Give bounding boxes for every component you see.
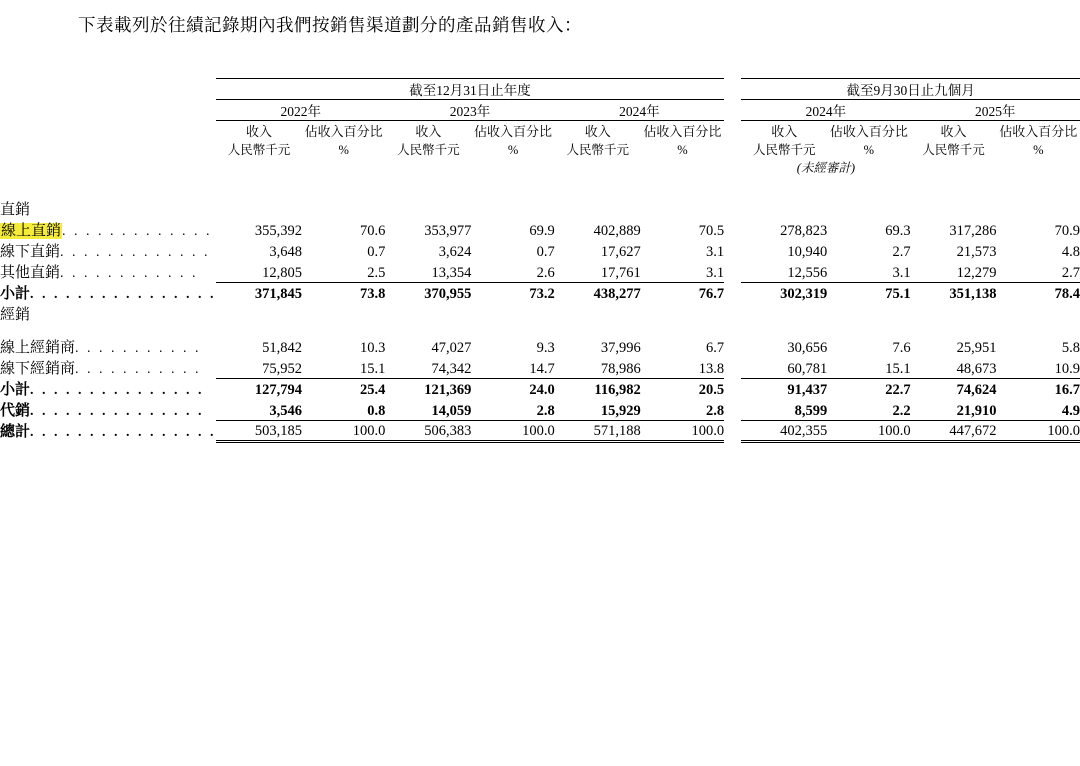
cell-value: 16.7 bbox=[1054, 382, 1080, 398]
cell-value: 15,929 bbox=[555, 399, 641, 420]
leader-dots: . . . . . . . . . . . . . bbox=[62, 224, 213, 239]
cell-value: 30,656 bbox=[787, 340, 828, 356]
header-subcol-row bbox=[0, 121, 1080, 140]
cell-value: 78.4 bbox=[1054, 286, 1080, 302]
row-label-text: 線下經銷商 bbox=[0, 361, 76, 377]
header-col-revenue-5: 收入 bbox=[940, 124, 967, 139]
cell-value: 78,986 bbox=[555, 357, 641, 378]
header-unit-currency-4: 人民幣千元 bbox=[752, 143, 816, 157]
cell-value: 74,342 bbox=[385, 357, 471, 378]
row-label-offline-distributor bbox=[0, 357, 216, 378]
table-row-consignment bbox=[0, 399, 1080, 420]
cell-value: 70.9 bbox=[1054, 223, 1080, 239]
row-label-text: 小計 bbox=[0, 286, 31, 302]
header-year-4: 2024年 bbox=[805, 104, 847, 119]
cell-value: 302,319 bbox=[780, 286, 828, 302]
section-header-distribution bbox=[0, 303, 1080, 324]
cell-value: 0.8 bbox=[302, 399, 385, 420]
cell-value: 60,781 bbox=[741, 357, 827, 378]
cell-value: 75,952 bbox=[216, 357, 302, 378]
table-row bbox=[0, 261, 1080, 282]
cell-value: 17,761 bbox=[555, 261, 641, 282]
cell-value: 91,437 bbox=[787, 382, 828, 398]
cell-value: 15.1 bbox=[827, 357, 910, 378]
row-label-text: 總計 bbox=[0, 424, 31, 440]
cell-value: 12,556 bbox=[741, 261, 827, 282]
header-unit-currency-2: 人民幣千元 bbox=[397, 143, 460, 157]
header-col-percent-3: 佔收入百分比 bbox=[643, 124, 722, 139]
table-row bbox=[0, 219, 1080, 240]
cell-value: 15.1 bbox=[302, 357, 385, 378]
header-group-row bbox=[0, 79, 1080, 99]
cell-value: 3.1 bbox=[705, 244, 725, 260]
header-unaudited-note: (未經審計) bbox=[796, 161, 856, 175]
header-unit-percent-5: % bbox=[1033, 143, 1044, 157]
row-label-online-direct bbox=[0, 219, 216, 240]
cell-value: 69.3 bbox=[885, 223, 911, 239]
row-label-other-direct bbox=[0, 261, 216, 282]
cell-value: 76.7 bbox=[698, 286, 725, 302]
cell-value: 2.6 bbox=[471, 261, 554, 282]
header-unit-currency-5: 人民幣千元 bbox=[922, 143, 985, 157]
cell-value: 17,627 bbox=[600, 244, 641, 260]
header-year-3: 2024年 bbox=[619, 104, 660, 119]
cell-value: 25,951 bbox=[956, 340, 997, 356]
cell-value: 51,842 bbox=[262, 340, 302, 356]
cell-value: 7.6 bbox=[892, 340, 911, 356]
cell-value: 14.7 bbox=[471, 357, 554, 378]
cell-value: 571,188 bbox=[555, 420, 641, 441]
header-col-revenue-3: 收入 bbox=[584, 124, 611, 139]
header-unit-percent-2: % bbox=[507, 143, 519, 157]
cell-value: 10.3 bbox=[360, 340, 386, 356]
header-col-revenue-4: 收入 bbox=[771, 124, 798, 139]
cell-value: 2.8 bbox=[641, 399, 724, 420]
leader-dots: . . . . . . . . . . . . . bbox=[60, 245, 211, 260]
section-title-direct: 直銷 bbox=[0, 202, 31, 218]
cell-value: 3,648 bbox=[269, 244, 302, 260]
header-unit-percent-1: % bbox=[338, 143, 349, 157]
cell-value: 100.0 bbox=[471, 420, 554, 441]
cell-value: 13,354 bbox=[385, 261, 471, 282]
row-label-text: 其他直銷 bbox=[0, 265, 61, 281]
cell-value: 0.7 bbox=[536, 244, 555, 260]
cell-value: 4.8 bbox=[1061, 244, 1080, 260]
section-header-direct-sales bbox=[0, 198, 1080, 219]
leader-dots: . . . . . . . . . . . . bbox=[60, 266, 199, 281]
cell-value: 3,546 bbox=[216, 399, 302, 420]
row-label-consignment bbox=[0, 399, 216, 420]
cell-value: 506,383 bbox=[385, 420, 471, 441]
cell-value: 402,889 bbox=[593, 223, 641, 239]
cell-value: 317,286 bbox=[949, 223, 997, 239]
cell-value: 100.0 bbox=[302, 420, 385, 441]
cell-value: 74,624 bbox=[956, 382, 997, 398]
cell-value: 2.7 bbox=[892, 244, 911, 260]
row-label-subtotal-direct bbox=[0, 282, 216, 303]
table-row bbox=[0, 240, 1080, 261]
cell-value: 355,392 bbox=[254, 223, 302, 239]
table-row bbox=[0, 336, 1080, 357]
header-col-revenue-2: 收入 bbox=[415, 124, 442, 139]
header-unit-currency-1: 人民幣千元 bbox=[227, 143, 291, 157]
cell-value: 12,805 bbox=[216, 261, 302, 282]
cell-value: 2.8 bbox=[471, 399, 554, 420]
leader-dots: . . . . . . . . . . . bbox=[75, 341, 202, 356]
cell-value: 2.7 bbox=[997, 261, 1080, 282]
cell-value: 73.2 bbox=[529, 286, 555, 302]
cell-value: 6.7 bbox=[705, 340, 725, 356]
row-label-text: 線上直銷 bbox=[1, 223, 62, 239]
leader-dots: . . . . . . . . . . . bbox=[75, 362, 202, 377]
header-col-percent-1: 佔收入百分比 bbox=[304, 124, 383, 139]
header-unit-currency-3: 人民幣千元 bbox=[566, 143, 629, 157]
cell-value: 371,845 bbox=[254, 286, 302, 302]
cell-value: 47,027 bbox=[431, 340, 472, 356]
header-unaudited-row bbox=[0, 158, 1080, 176]
cell-value: 370,955 bbox=[424, 286, 472, 302]
cell-value: 21,910 bbox=[911, 399, 997, 420]
cell-value: 2.5 bbox=[302, 261, 385, 282]
row-label-text: 代銷 bbox=[0, 403, 31, 419]
cell-value: 3.1 bbox=[827, 261, 910, 282]
cell-value: 5.8 bbox=[1061, 340, 1080, 356]
cell-value: 100.0 bbox=[997, 420, 1080, 441]
row-label-online-distributor bbox=[0, 336, 216, 357]
cell-value: 2.2 bbox=[827, 399, 910, 420]
cell-value: 3,624 bbox=[438, 244, 472, 260]
row-label-text: 線上經銷商 bbox=[0, 340, 76, 356]
header-year-2: 2023年 bbox=[449, 104, 491, 119]
row-label-grand-total bbox=[0, 420, 216, 441]
cell-value: 3.1 bbox=[641, 261, 724, 282]
cell-value: 22.7 bbox=[885, 382, 911, 398]
spacer-row-2 bbox=[0, 324, 1080, 336]
cell-value: 37,996 bbox=[600, 340, 641, 356]
leader-dots: . . . . . . . . . . . . . . . . bbox=[30, 287, 217, 302]
cell-value: 278,823 bbox=[780, 223, 828, 239]
cell-value: 70.6 bbox=[360, 223, 386, 239]
header-group-right: 截至9月30日止九個月 bbox=[846, 83, 975, 98]
cell-value: 20.5 bbox=[698, 382, 725, 398]
header-year-row bbox=[0, 100, 1080, 120]
cell-value: 9.3 bbox=[536, 340, 555, 356]
table-row-subtotal-direct bbox=[0, 282, 1080, 303]
cell-value: 69.9 bbox=[529, 223, 555, 239]
cell-value: 116,982 bbox=[594, 382, 641, 398]
cell-value: 48,673 bbox=[911, 357, 997, 378]
cell-value: 10,940 bbox=[787, 244, 828, 260]
row-label-offline-direct bbox=[0, 240, 216, 261]
header-unit-percent-3: % bbox=[677, 143, 688, 157]
cell-value: 100.0 bbox=[641, 420, 724, 441]
cell-value: 503,185 bbox=[216, 420, 302, 441]
header-unit-percent-4: % bbox=[863, 143, 875, 157]
cell-value: 13.8 bbox=[641, 357, 724, 378]
cell-value: 402,355 bbox=[741, 420, 827, 441]
cell-value: 353,977 bbox=[424, 223, 472, 239]
cell-value: 121,369 bbox=[424, 382, 472, 398]
leader-dots: . . . . . . . . . . . . . . . bbox=[30, 404, 205, 419]
cell-value: 8,599 bbox=[741, 399, 827, 420]
revenue-by-channel-table bbox=[0, 78, 1080, 443]
cell-value: 10.9 bbox=[997, 357, 1080, 378]
row-label-text: 小計 bbox=[0, 382, 31, 398]
leader-dots: . . . . . . . . . . . . . . . bbox=[30, 383, 205, 398]
cell-value: 21,573 bbox=[956, 244, 997, 260]
header-unit-row bbox=[0, 140, 1080, 158]
cell-value: 73.8 bbox=[360, 286, 386, 302]
header-year-1: 2022年 bbox=[280, 104, 321, 119]
cell-value: 0.7 bbox=[367, 244, 386, 260]
header-col-percent-4: 佔收入百分比 bbox=[829, 124, 908, 139]
cell-value: 4.9 bbox=[997, 399, 1080, 420]
header-col-percent-5: 佔收入百分比 bbox=[999, 124, 1078, 139]
cell-value: 25.4 bbox=[360, 382, 386, 398]
header-year-5: 2025年 bbox=[975, 104, 1016, 119]
cell-value: 438,277 bbox=[593, 286, 641, 302]
spacer-row-1 bbox=[0, 176, 1080, 198]
cell-value: 12,279 bbox=[911, 261, 997, 282]
row-label-subtotal-distribution bbox=[0, 378, 216, 399]
header-col-percent-2: 佔收入百分比 bbox=[474, 124, 553, 139]
table-row-subtotal-distribution bbox=[0, 378, 1080, 399]
cell-value: 351,138 bbox=[949, 286, 997, 302]
cell-value: 70.5 bbox=[698, 223, 725, 239]
cell-value: 127,794 bbox=[254, 382, 302, 398]
intro-paragraph: 下表載列於往績記錄期內我們按銷售渠道劃分的產品銷售收入： bbox=[78, 15, 582, 35]
section-title-distribution: 經銷 bbox=[0, 307, 31, 323]
cell-value: 75.1 bbox=[885, 286, 911, 302]
table-row-grand-total bbox=[0, 420, 1080, 441]
table-row bbox=[0, 357, 1080, 378]
cell-value: 14,059 bbox=[385, 399, 471, 420]
leader-dots: . . . . . . . . . . . . . . . . bbox=[30, 425, 217, 440]
cell-value: 100.0 bbox=[827, 420, 910, 441]
cell-value: 24.0 bbox=[529, 382, 555, 398]
cell-value: 447,672 bbox=[911, 420, 997, 441]
row-label-text: 線下直銷 bbox=[0, 244, 61, 260]
header-group-left: 截至12月31日止年度 bbox=[409, 83, 531, 98]
header-col-revenue-1: 收入 bbox=[246, 124, 273, 139]
